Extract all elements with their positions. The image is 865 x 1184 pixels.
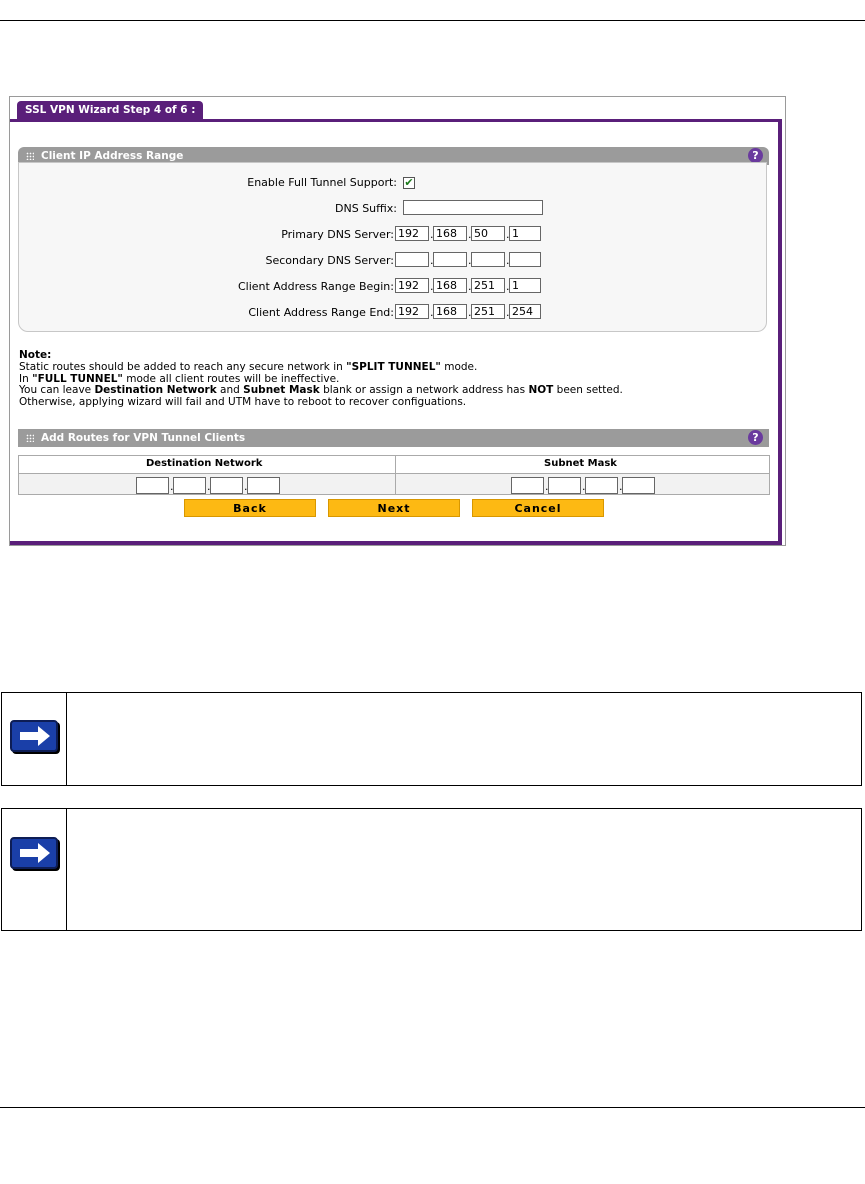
secondary-dns-octet-2[interactable] — [433, 252, 467, 267]
destination-octet-3[interactable] — [210, 477, 243, 494]
wizard-note — [19, 350, 769, 409]
note-callout — [1, 692, 862, 786]
callout-divider — [66, 693, 67, 785]
range-end-label: Client Address Range End: — [248, 306, 394, 319]
primary-dns-label: Primary DNS Server: — [281, 228, 394, 241]
range-end-octet-4[interactable]: 254 — [509, 304, 541, 319]
page-bottom-rule — [0, 1107, 865, 1108]
subnet-octet-3[interactable] — [585, 477, 618, 494]
subnet-octet-4[interactable] — [622, 477, 655, 494]
note-line-4: Otherwise, applying wizard will fail and UTM have to reboot to recover configuations. — [19, 396, 467, 409]
add-routes-header — [18, 429, 769, 447]
help-icon[interactable]: ? — [748, 148, 763, 163]
octet-separator: . — [506, 280, 510, 293]
octet-separator: . — [506, 228, 510, 241]
octet-separator: . — [430, 280, 434, 293]
panel-border-right — [778, 119, 782, 541]
octet-separator: . — [207, 480, 211, 493]
wizard-step-tab[interactable]: SSL VPN Wizard Step 4 of 6 : — [17, 101, 203, 120]
range-end-octet-3[interactable]: 251 — [471, 304, 505, 319]
note-line-1: Static routes should be added to reach any secure network in "SPLIT TUNNEL" mode. — [19, 360, 478, 373]
octet-separator: . — [170, 480, 174, 493]
grip-icon — [26, 152, 34, 160]
range-begin-label: Client Address Range Begin: — [237, 280, 394, 293]
range-begin-octet-1[interactable]: 192 — [395, 278, 429, 293]
secondary-dns-octet-4[interactable] — [509, 252, 541, 267]
octet-separator: . — [430, 228, 434, 241]
help-icon[interactable]: ? — [748, 430, 763, 445]
octet-separator: . — [582, 480, 586, 493]
checkmark-icon: ✔ — [404, 177, 414, 189]
note-line-3: You can leave Destination Network and Subnet Mask blank or assign a network address has NOT been setted. — [19, 384, 623, 397]
dns-suffix-label: DNS Suffix: — [335, 202, 397, 215]
octet-separator: . — [545, 480, 549, 493]
back-button[interactable]: Back — [184, 499, 316, 517]
primary-dns-octet-1[interactable]: 192 — [395, 226, 429, 241]
note-heading: Note: — [19, 349, 52, 361]
octet-separator: . — [468, 254, 472, 267]
enable-full-tunnel-checkbox[interactable] — [403, 177, 415, 189]
destination-octet-1[interactable] — [136, 477, 169, 494]
range-begin-octet-4[interactable]: 1 — [509, 278, 541, 293]
subnet-octet-2[interactable] — [548, 477, 581, 494]
octet-separator: . — [468, 280, 472, 293]
primary-dns-octet-2[interactable]: 168 — [433, 226, 467, 241]
subnet-octet-1[interactable] — [511, 477, 544, 494]
next-button[interactable]: Next — [328, 499, 460, 517]
callout-divider — [66, 809, 67, 930]
note-callout — [1, 808, 862, 931]
note-arrow-icon — [10, 720, 58, 752]
col-header-subnet: Subnet Mask — [544, 458, 617, 469]
cancel-button[interactable]: Cancel — [472, 499, 604, 517]
octet-separator: . — [430, 254, 434, 267]
tab-underline — [10, 119, 778, 122]
col-header-destination: Destination Network — [146, 458, 263, 469]
panel-border-bottom — [10, 541, 782, 545]
section-title: Client IP Address Range — [41, 150, 184, 162]
destination-octet-4[interactable] — [247, 477, 280, 494]
primary-dns-octet-3[interactable]: 50 — [471, 226, 505, 241]
octet-separator: . — [468, 306, 472, 319]
secondary-dns-octet-3[interactable] — [471, 252, 505, 267]
page-top-rule — [0, 20, 865, 21]
grip-icon — [26, 434, 34, 442]
dns-suffix-input[interactable] — [403, 200, 543, 215]
destination-octet-2[interactable] — [173, 477, 206, 494]
octet-separator: . — [506, 306, 510, 319]
table-row — [19, 474, 769, 494]
octet-separator: . — [244, 480, 248, 493]
column-divider — [395, 456, 396, 494]
range-begin-octet-3[interactable]: 251 — [471, 278, 505, 293]
range-begin-octet-2[interactable]: 168 — [433, 278, 467, 293]
note-line-2: In "FULL TUNNEL" mode all client routes will be ineffective. — [19, 372, 340, 385]
range-end-octet-2[interactable]: 168 — [433, 304, 467, 319]
octet-separator: . — [506, 254, 510, 267]
secondary-dns-label: Secondary DNS Server: — [265, 254, 394, 267]
row-divider — [19, 473, 769, 474]
section-title: Add Routes for VPN Tunnel Clients — [41, 432, 246, 444]
routes-table — [18, 455, 770, 495]
enable-full-tunnel-label: Enable Full Tunnel Support: — [247, 176, 397, 189]
secondary-dns-octet-1[interactable] — [395, 252, 429, 267]
octet-separator: . — [468, 228, 472, 241]
octet-separator: . — [430, 306, 434, 319]
range-end-octet-1[interactable]: 192 — [395, 304, 429, 319]
note-arrow-icon — [10, 837, 58, 869]
primary-dns-octet-4[interactable]: 1 — [509, 226, 541, 241]
octet-separator: . — [619, 480, 623, 493]
